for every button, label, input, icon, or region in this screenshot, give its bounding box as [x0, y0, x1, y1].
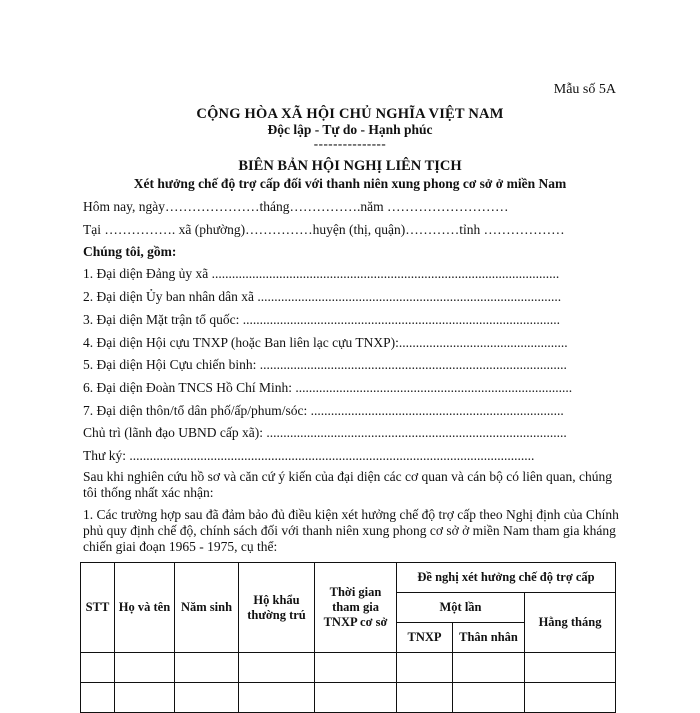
header-proposal: Đề nghị xét hưởng chế độ trợ cấp [397, 563, 616, 593]
rep-peoples-committee: 2. Đại diện Ủy ban nhân dân xã .......................................................................................... [83, 289, 562, 304]
table-cell[interactable] [453, 653, 525, 683]
table-cell[interactable] [81, 683, 115, 713]
rep-village: 7. Đại diện thôn/tổ dân phố/ấp/phum/sóc: ........................................................................... [83, 403, 564, 418]
header-monthly: Hằng tháng [525, 593, 616, 653]
table-row [81, 683, 616, 713]
table-cell[interactable] [315, 653, 397, 683]
rep-youth-volunteer-assoc: 4. Đại diện Hội cựu TNXP (hoặc Ban liên lạc cựu TNXP):.................................................. [83, 335, 568, 350]
header-relative: Thân nhân [453, 623, 525, 653]
table-cell[interactable] [81, 653, 115, 683]
consensus-paragraph: Sau khi nghiên cứu hồ sơ và căn cứ ý kiến của đại diện các cơ quan và cán bộ có liên quan, chúng tôi thống nhất xác nhận: [83, 469, 612, 500]
header-period: Thời gian tham gia TNXP cơ sở [315, 563, 397, 653]
table-cell[interactable] [397, 683, 453, 713]
form-number: Mẫu số 5A [553, 82, 616, 97]
nation-title: CỘNG HÒA XÃ HỘI CHỦ NGHĨA VIỆT NAM [196, 106, 504, 122]
document-subtitle: Xét hưởng chế độ trợ cấp đối với thanh niên xung phong cơ sở ở miền Nam [133, 176, 567, 191]
chairperson-line: Chủ trì (lãnh đạo UBND cấp xã): ......................................................................................... [83, 425, 567, 440]
table-cell[interactable] [239, 653, 315, 683]
rep-veterans: 5. Đại diện Hội Cựu chiến binh: ........................................................................................... [83, 357, 567, 372]
header-residence: Hộ khẩu thường trú [239, 563, 315, 653]
table-cell[interactable] [115, 653, 175, 683]
place-line: Tại ……………. xã (phường)……………huyện (thị, quận)…………tỉnh ……………… [83, 222, 565, 237]
table-cell[interactable] [239, 683, 315, 713]
rep-fatherland-front: 3. Đại diện Mặt trận tổ quốc: .............................................................................................. [83, 312, 560, 327]
header-tnxp: TNXP [397, 623, 453, 653]
table-cell[interactable] [175, 683, 239, 713]
table-cell[interactable] [315, 683, 397, 713]
attendees-heading: Chúng tôi, gồm: [83, 244, 177, 259]
header-name: Họ và tên [115, 563, 175, 653]
rep-party: 1. Đại diện Đảng ủy xã ....................................................................................................... [83, 266, 560, 281]
rep-youth-union: 6. Đại diện Đoàn TNCS Hồ Chí Minh: .................................................................................. [83, 380, 573, 395]
secretary-line: Thư ký: ........................................................................................................................ [83, 448, 535, 463]
table-cell[interactable] [115, 683, 175, 713]
header-one-time: Một lần [397, 593, 525, 623]
table-cell[interactable] [525, 683, 616, 713]
header-birth-year: Năm sinh [175, 563, 239, 653]
table-cell[interactable] [175, 653, 239, 683]
eligibility-paragraph: 1. Các trường hợp sau đã đảm bảo đủ điều kiện xét hưởng chế độ trợ cấp theo Nghị định của Chính phủ quy định chế độ, chính sách đối với thanh niên xung phong cơ sở ở miền Nam tham gia kháng chiến giai đoạn 1965 - 1975, cụ thể: [83, 507, 619, 554]
table-cell[interactable] [397, 653, 453, 683]
motto: Độc lập - Tự do - Hạnh phúc [267, 122, 433, 137]
table-cell[interactable] [453, 683, 525, 713]
separator: --------------- [313, 136, 387, 151]
date-line: Hôm nay, ngày…………………tháng…………….năm ……………………… [83, 199, 509, 214]
table-cell[interactable] [525, 653, 616, 683]
table-row [81, 653, 616, 683]
document-title: BIÊN BẢN HỘI NGHỊ LIÊN TỊCH [238, 158, 462, 174]
header-stt: STT [81, 563, 115, 653]
eligibility-table [80, 562, 616, 713]
